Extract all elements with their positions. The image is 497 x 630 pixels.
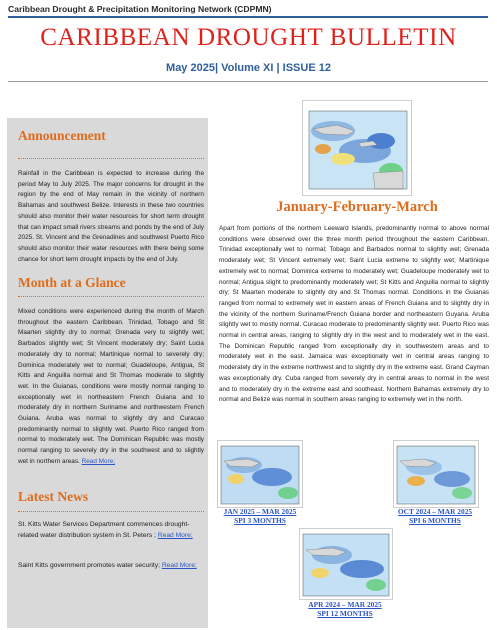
news-item-1 xyxy=(18,519,204,541)
spi-6-map xyxy=(393,440,479,508)
main-section-heading: January-February-March xyxy=(276,199,438,215)
spi-6-caption-period[interactable]: OCT 2024 – MAR 2025 xyxy=(397,507,473,516)
glance-divider xyxy=(18,296,204,297)
spi-6-caption-label[interactable]: SPI 6 MONTHS xyxy=(409,516,461,525)
announcement-text: Rainfall in the Caribbean is expected to increase during the period May to July 2025. The major concerns for drought in the region by the end of May remain in the vicinity of northern Bahamas and southwest Belize. Interests in these two countries should also monitor their water resources for short term drought that can impact small rivers streams and ponds by the end of July 2025. St. Vincent and the Grenadines and southwest Puerto Rico should also monitor their water resources with there being some chance for short term drought impacts by the end of July. xyxy=(18,170,204,263)
news-heading: Latest News xyxy=(18,489,89,504)
sidebar xyxy=(7,118,208,628)
news-item-2-text: Saint Kitts government promotes water security; xyxy=(18,562,160,569)
spi-3-map xyxy=(217,440,303,508)
header-divider xyxy=(8,81,488,82)
spi-12-caption-period[interactable]: APR 2024 – MAR 2025 xyxy=(308,600,382,609)
spi-3-caption-period[interactable]: JAN 2025 – MAR 2025 xyxy=(223,507,297,516)
spi-12-caption-label[interactable]: SPI 12 MONTHS xyxy=(317,609,373,618)
issue-line: May 2025| Volume XI | ISSUE 12 xyxy=(166,62,331,74)
news-item-1-read-more-link[interactable]: Read More; xyxy=(157,532,193,539)
spi-12-caption[interactable] xyxy=(292,600,398,618)
spi-3-caption[interactable] xyxy=(212,507,308,525)
network-name: Caribbean Drought & Precipitation Monitoring Network (CDPMN) xyxy=(8,4,488,18)
bulletin-title: CARIBBEAN DROUGHT BULLETIN xyxy=(40,24,457,51)
spi-12-map xyxy=(299,528,393,600)
spi-map-main xyxy=(302,100,412,196)
news-divider xyxy=(18,511,204,512)
announcement-divider xyxy=(18,158,204,159)
glance-read-more-link[interactable]: Read More; xyxy=(81,457,115,465)
news-item-2 xyxy=(18,560,204,571)
news-item-2-read-more-link[interactable]: Read More; xyxy=(161,562,197,569)
news-item-1-text: St. Kitts Water Services Department commences drought-related water distribution system in St. Peters ; xyxy=(18,521,190,539)
main-section-text: Apart from portions of the northern Leeward Islands, predominantly normal to above normal conditions were observed over the three month period throughout the eastern Caribbean. Trinidad exceptionally wet to normal; Tobago and Barbados normal to slightly wet; Grenada moderately wet; St Vincent extremely wet; Saint Lucia extreme to slightly wet; Martinique extremely wet to normal; Dominica extreme to moderately wet; Guadeloupe moderately wet to normal; Antigua slight to predominantly moderately wet; St Kitts and Anguilla normal to slightly dry; St Maarten moderate to slightly dry and St Thomas normal. Conditions in the Guianas ranged from normal to extremely wet in eastern areas of French Guiana and to slightly dry in the vicinity of the northern Suriname/French Guiana border and northeastern Guyana. Aruba slightly wet to mostly normal. Curacao moderate to predominantly slightly wet. Puerto Rico was normal in central areas, ranging to slightly dry in the west and to moderately wet in the east. The Dominican Republic ranged from exceptionally dry in southwestern areas and to moderately wet in the east. Jamaica was exceptionally wet in central areas ranging to moderately dry in the extreme northwest and to slightly dry in the extreme east. Grand Cayman was exceptionally dry. Cuba ranged from severely dry in central areas to normal in the west and to moderately dry in the extreme east and southeast. Northern Bahamas extremely dry to normal and Belize was normal in southern areas ranging to extremely wet in the north. xyxy=(219,225,489,404)
glance-paragraph: Mixed conditions were experienced during the month of March throughout the eastern Caribbean. Trinidad, Tobago and St Maarten slightly dry to normal; Grenada very to slightly wet; Barbados slightly wet; St Vincent moderately dry; Saint Lucia moderately dry to normal; Martinique normal to severely dry; Dominica moderately wet to normal; Guadeloupe, Antigua, St Kitts and Anguilla normal and St Thomas moderate to slightly wet. In the Guianas, conditions were mostly normal ranging to exceptionally wet in northeastern French Guiana and to moderately dry in northern Suriname and northwestern French Guiana. Aruba was normal to slightly dry and Curacao predominantly normal to slightly wet. Puerto Rico ranged from normal to moderately wet. The Dominican Republic was mostly normal ranging to severely dry in the southwest and to slightly wet in northern areas. xyxy=(18,308,204,465)
glance-text xyxy=(18,307,204,468)
announcement-heading: Announcement xyxy=(18,128,106,143)
spi-6-caption[interactable] xyxy=(386,507,484,525)
glance-heading: Month at a Glance xyxy=(18,275,126,290)
spi-3-caption-label[interactable]: SPI 3 MONTHS xyxy=(234,516,286,525)
